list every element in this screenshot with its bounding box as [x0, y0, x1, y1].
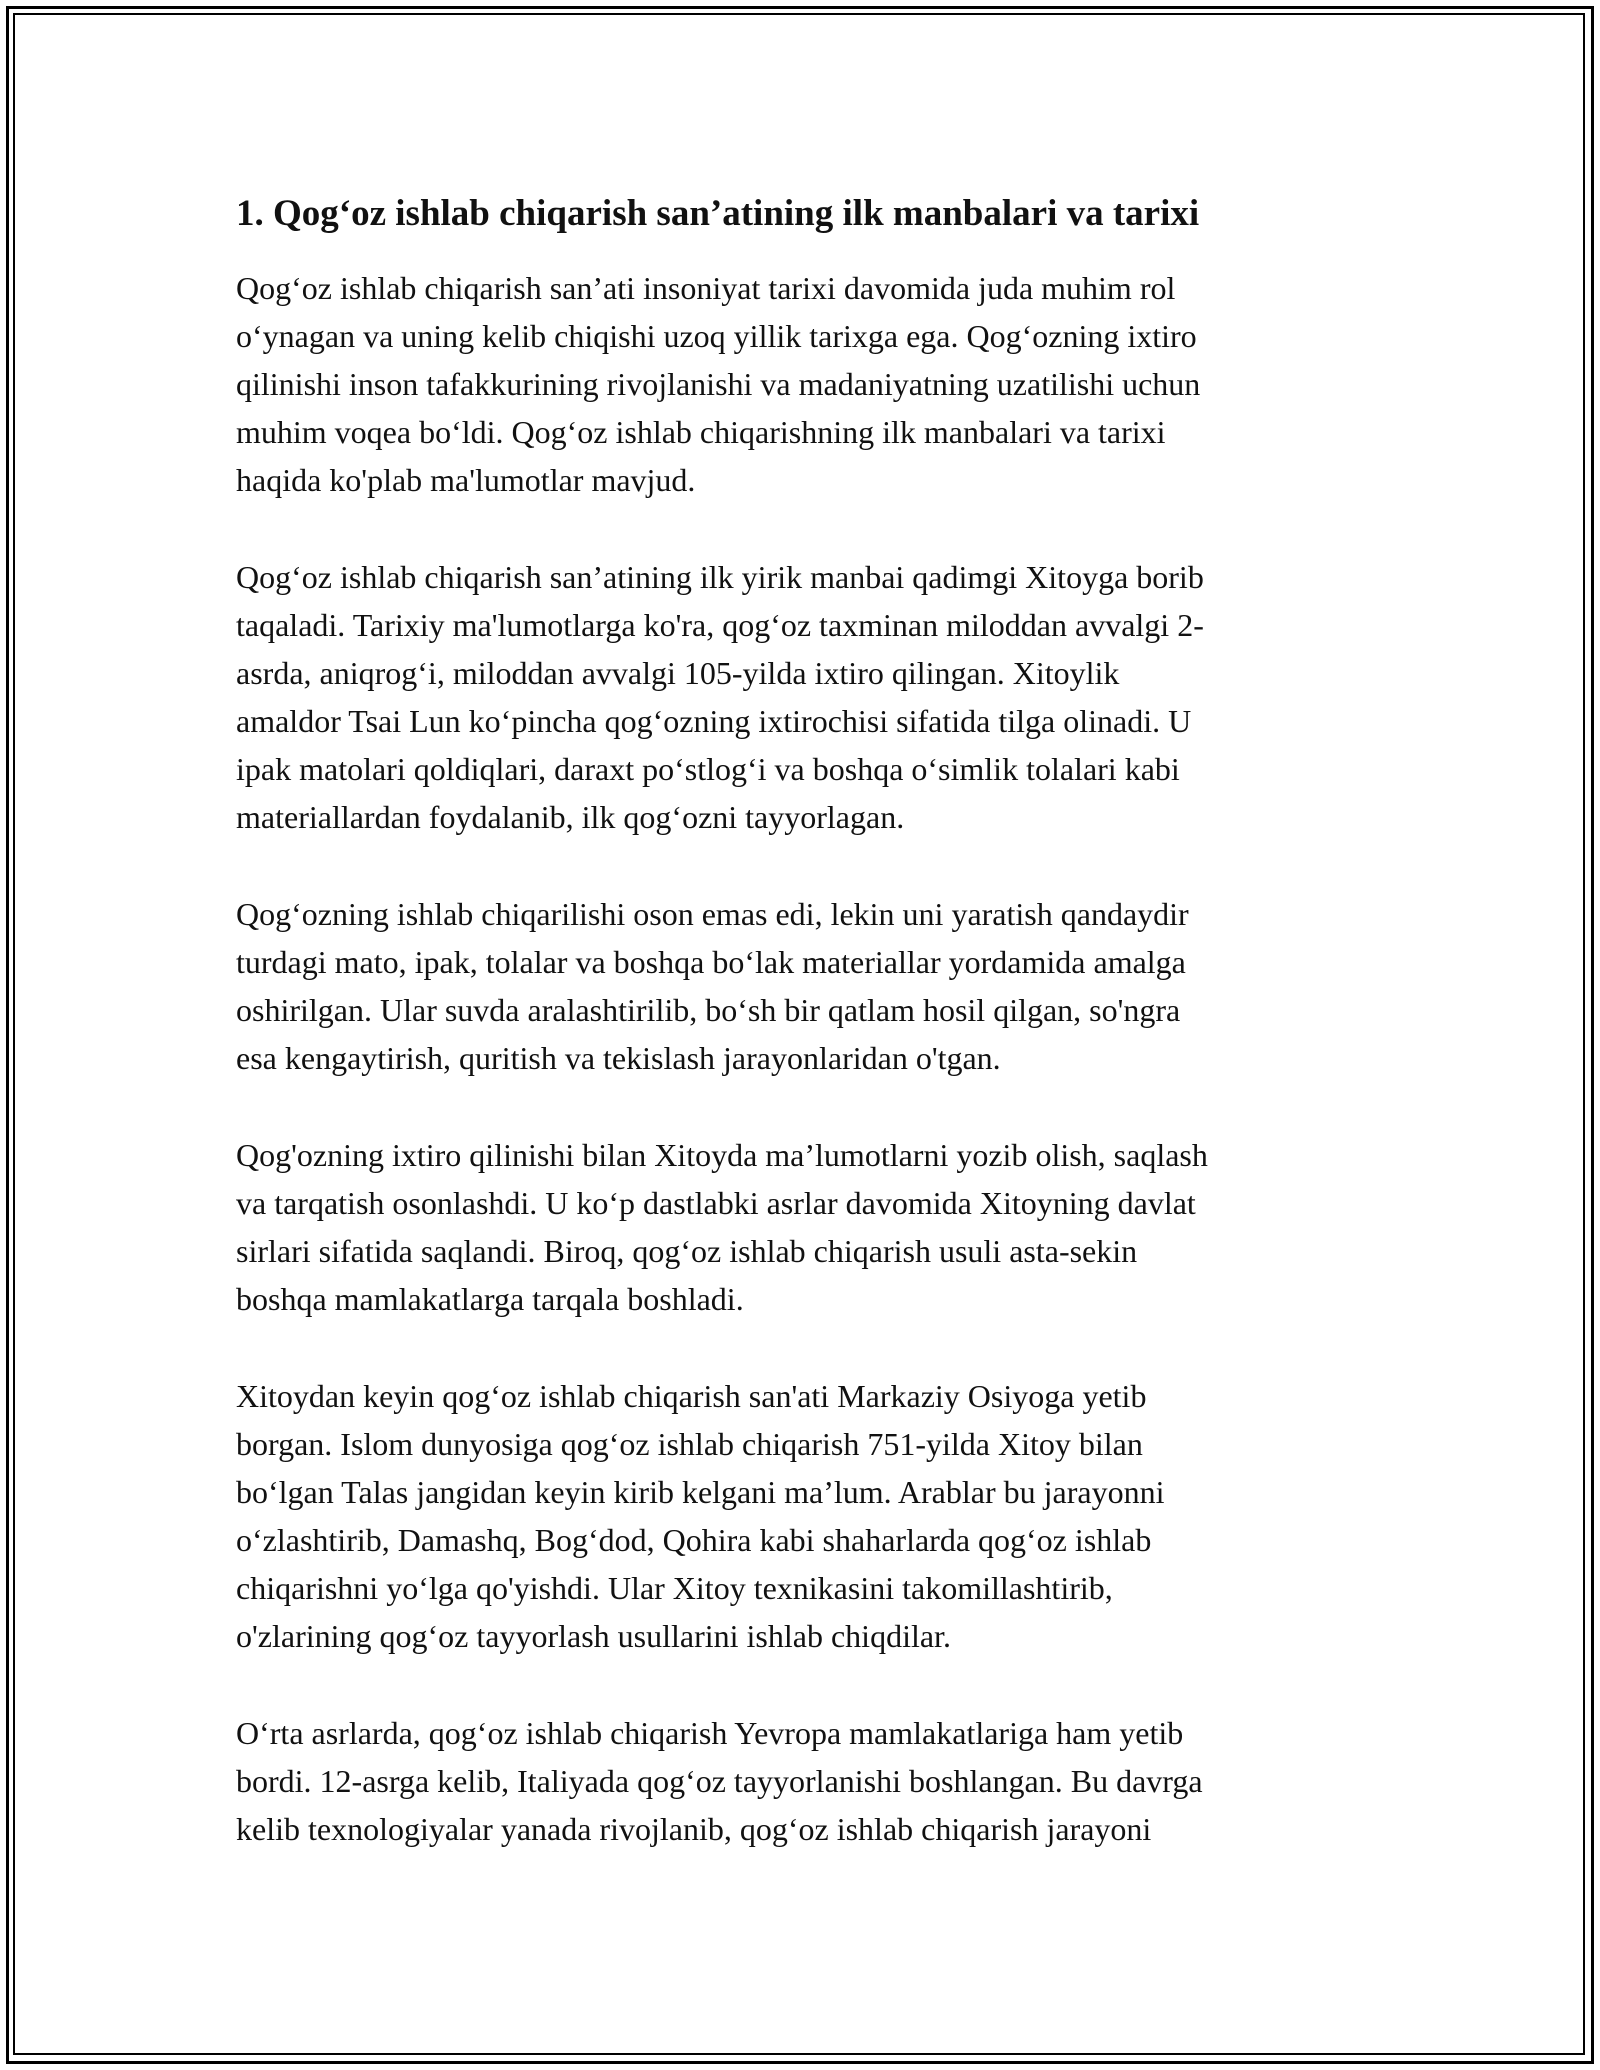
- paragraph-3: [236, 890, 1356, 1082]
- paragraph-line: ipak matolari qoldiqlari, daraxt po‘stlog‘i va boshqa o‘simlik tolalari kabi: [236, 751, 1180, 787]
- paragraph-line: Xitoydan keyin qog‘oz ishlab chiqarish san'ati Markaziy Osiyoga yetib: [236, 1378, 1147, 1414]
- paragraph-line: Qog‘oz ishlab chiqarish san’atining ilk yirik manbai qadimgi Xitoyga borib: [236, 559, 1204, 595]
- paragraph-line: o‘ynagan va uning kelib chiqishi uzoq yillik tarixga ega. Qog‘ozning ixtiro: [236, 318, 1197, 354]
- paragraph-line: Qog‘oz ishlab chiqarish san’ati insoniyat tarixi davomida juda muhim rol: [236, 270, 1176, 306]
- paragraph-6: [236, 1709, 1356, 1853]
- document-body: [236, 190, 1356, 1902]
- paragraph-line: qilinishi inson tafakkurining rivojlanishi va madaniyatning uzatilishi uchun: [236, 366, 1201, 402]
- paragraph-line: sirlari sifatida saqlandi. Biroq, qog‘oz ishlab chiqarish usuli asta-sekin: [236, 1233, 1138, 1269]
- paragraph-2: [236, 553, 1356, 841]
- paragraph-line: chiqarishni yo‘lga qo'yishdi. Ular Xitoy texnikasini takomillashtirib,: [236, 1570, 1113, 1606]
- paragraph-line: borgan. Islom dunyosiga qog‘oz ishlab chiqarish 751-yilda Xitoy bilan: [236, 1426, 1143, 1462]
- paragraph-line: materiallardan foydalanib, ilk qog‘ozni tayyorlagan.: [236, 799, 905, 835]
- paragraph-line: Qog'ozning ixtiro qilinishi bilan Xitoyda ma’lumotlarni yozib olish, saqlash: [236, 1137, 1208, 1173]
- paragraph-line: taqaladi. Tarixiy ma'lumotlarga ko'ra, qog‘oz taxminan miloddan avvalgi 2-: [236, 607, 1204, 643]
- paragraph-1: [236, 264, 1356, 504]
- paragraph-line: haqida ko'plab ma'lumotlar mavjud.: [236, 462, 696, 498]
- paragraph-line: bordi. 12-asrga kelib, Italiyada qog‘oz tayyorlanishi boshlangan. Bu davrga: [236, 1763, 1203, 1799]
- paragraph-4: [236, 1131, 1356, 1323]
- paragraph-line: asrda, aniqrog‘i, miloddan avvalgi 105-yilda ixtiro qilingan. Xitoylik: [236, 655, 1120, 691]
- paragraph-line: kelib texnologiyalar yanada rivojlanib, qog‘oz ishlab chiqarish jarayoni: [236, 1811, 1152, 1847]
- paragraph-line: muhim voqea bo‘ldi. Qog‘oz ishlab chiqarishning ilk manbalari va tarixi: [236, 414, 1166, 450]
- paragraph-line: turdagi mato, ipak, tolalar va boshqa bo‘lak materiallar yordamida amalga: [236, 944, 1186, 980]
- paragraph-line: Qog‘ozning ishlab chiqarilishi oson emas edi, lekin uni yaratish qandaydir: [236, 896, 1189, 932]
- paragraph-line: oshirilgan. Ular suvda aralashtirilib, bo‘sh bir qatlam hosil qilgan, so'ngra: [236, 992, 1181, 1028]
- paragraph-line: o‘zlashtirib, Damashq, Bog‘dod, Qohira kabi shaharlarda qog‘oz ishlab: [236, 1522, 1152, 1558]
- paragraph-line: boshqa mamlakatlarga tarqala boshladi.: [236, 1281, 744, 1317]
- paragraph-line: bo‘lgan Talas jangidan keyin kirib kelgani ma’lum. Arablar bu jarayonni: [236, 1474, 1165, 1510]
- paragraph-5: [236, 1372, 1356, 1660]
- section-title: 1. Qog‘oz ishlab chiqarish san’atining ilk manbalari va tarixi: [236, 193, 1200, 234]
- paragraph-line: o'zlarining qog‘oz tayyorlash usullarini ishlab chiqdilar.: [236, 1618, 951, 1654]
- paragraph-line: amaldor Tsai Lun ko‘pincha qog‘ozning ixtirochisi sifatida tilga olinadi. U: [236, 703, 1192, 739]
- paragraph-line: va tarqatish osonlashdi. U ko‘p dastlabki asrlar davomida Xitoyning davlat: [236, 1185, 1196, 1221]
- paragraph-line: esa kengaytirish, quritish va tekislash jarayonlaridan o'tgan.: [236, 1040, 1001, 1076]
- paragraph-line: O‘rta asrlarda, qog‘oz ishlab chiqarish Yevropa mamlakatlariga ham yetib: [236, 1715, 1184, 1751]
